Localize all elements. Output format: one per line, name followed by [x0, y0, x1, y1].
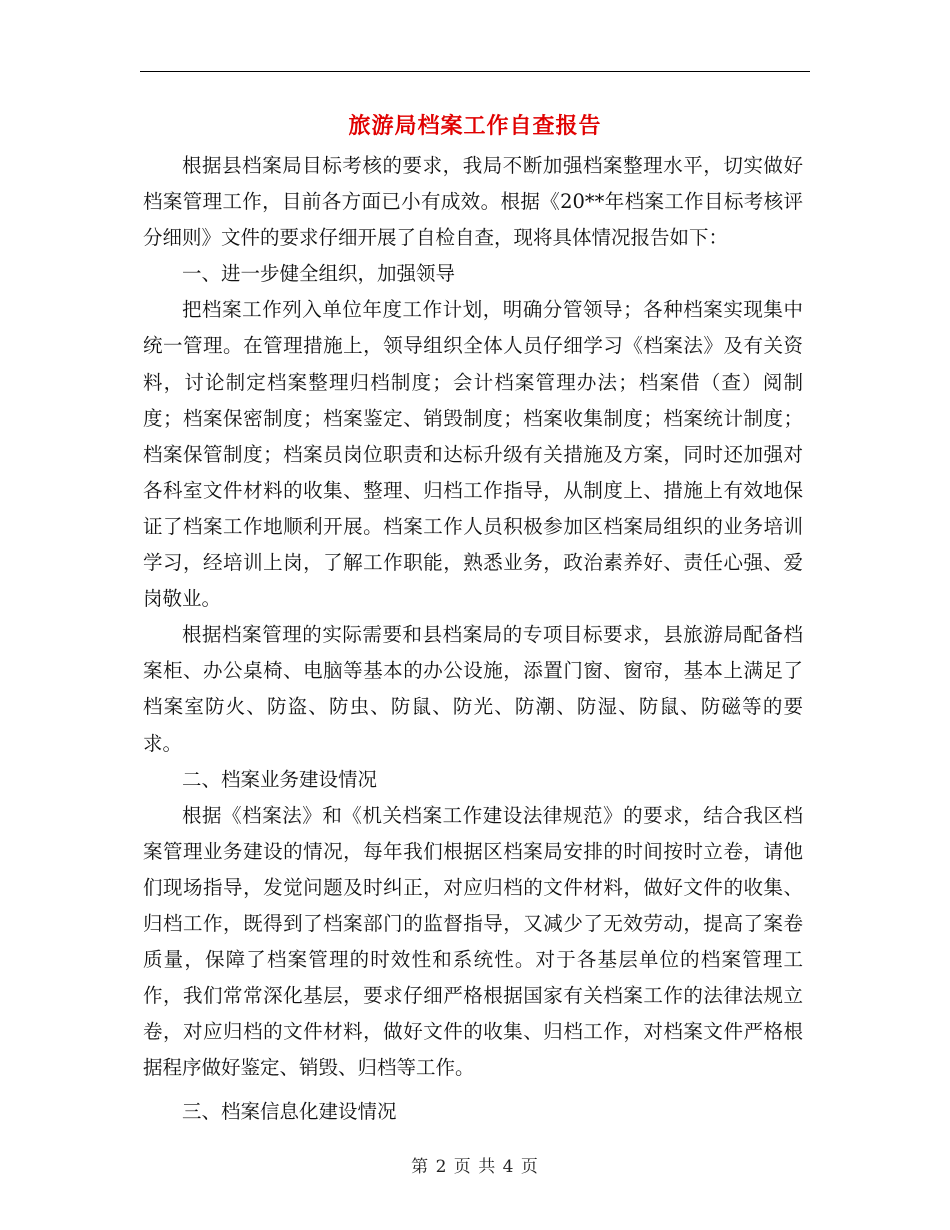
- page-number-footer: 第 2 页 共 4 页: [411, 1157, 539, 1177]
- section-heading-3: 三、档案信息化建设情况: [182, 1100, 397, 1124]
- section-heading-2: 二、档案业务建设情况: [182, 767, 378, 791]
- document-body: [143, 148, 803, 1131]
- intro-paragraph: 根据县档案局目标考核的要求，我局不断加强档案整理水平，切实做好档案管理工作，目前各方面已小有成效。根据《20**年档案工作目标考核评分细则》文件的要求仔细开展了自检自查，现将具体情况报告如下：: [143, 154, 803, 250]
- body-paragraph: 根据《档案法》和《机关档案工作建设法律规范》的要求，结合我区档案管理业务建设的情况，每年我们根据区档案局安排的时间按时立卷，请他们现场指导，发觉问题及时纠正，对应归档的文件材料，做好文件的收集、归档工作，既得到了档案部门的监督指导，又减少了无效劳动，提高了案卷质量，保障了档案管理的时效性和系统性。对于各基层单位的档案管理工作，我们常常深化基层，要求仔细严格根据国家有关档案工作的法律法规立卷，对应归档的文件材料，做好文件的收集、归档工作，对档案文件严格根据程序做好鉴定、销毁、归档等工作。: [143, 803, 803, 1080]
- document-title: 旅游局档案工作自查报告: [348, 113, 602, 139]
- header-rule: [140, 71, 810, 72]
- section-heading-1: 一、进一步健全组织，加强领导: [182, 262, 456, 286]
- body-paragraph: 把档案工作列入单位年度工作计划，明确分管领导；各种档案实现集中统一管理。在管理措施上，领导组织全体人员仔细学习《档案法》及有关资料，讨论制定档案整理归档制度；会计档案管理办法；档案借（查）阅制度；档案保密制度；档案鉴定、销毁制度；档案收集制度；档案统计制度；档案保管制度；档案员岗位职责和达标升级有关措施及方案，同时还加强对各科室文件材料的收集、整理、归档工作指导，从制度上、措施上有效地保证了档案工作地顺利开展。档案工作人员积极参加区档案局组织的业务培训学习，经培训上岗，了解工作职能，熟悉业务，政治素养好、责任心强、爱岗敬业。: [143, 298, 803, 611]
- body-paragraph: 根据档案管理的实际需要和县档案局的专项目标要求，县旅游局配备档案柜、办公桌椅、电脑等基本的办公设施，添置门窗、窗帘，基本上满足了档案室防火、防盗、防虫、防鼠、防光、防潮、防湿、防鼠、防磁等的要求。: [143, 623, 803, 755]
